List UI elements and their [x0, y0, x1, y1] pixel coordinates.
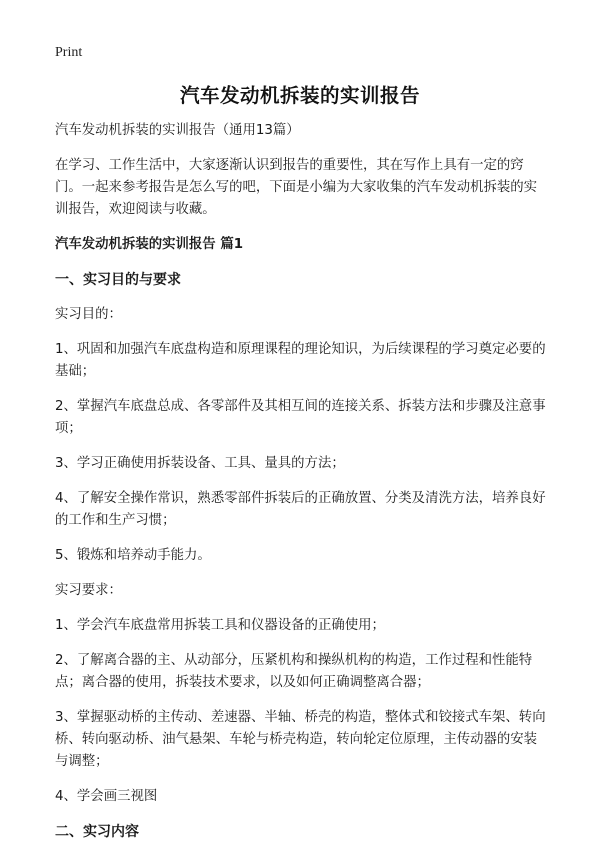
section-heading-1: 一、实习目的与要求 — [55, 272, 181, 288]
purpose-item-5: 5、锻炼和培养动手能力。 — [55, 548, 211, 563]
purpose-item-3: 3、学习正确使用拆装设备、工具、量具的方法； — [55, 456, 345, 471]
requirement-item-3: 3、掌握驱动桥的主传动、差速器、半轴、桥壳的构造，整体式和铰接式车架、转向桥、转向驱动桥、油气悬架、车轮与桥壳构造，转向轮定位原理，主传动器的安装与调整； — [55, 710, 546, 769]
intro-paragraph: 在学习、工作生活中，大家逐渐认识到报告的重要性，其在写作上具有一定的窍门。一起来参考报告是怎么写的吧，下面是小编为大家收集的汽车发动机拆装的实训报告，欢迎阅读与收藏。 — [55, 158, 538, 217]
requirement-item-1: 1、学会汽车底盘常用拆装工具和仪器设备的正确使用； — [55, 618, 385, 633]
requirement-label: 实习要求： — [55, 583, 122, 598]
page-title: 汽车发动机拆装的实训报告 — [179, 84, 420, 107]
purpose-item-2: 2、掌握汽车底盘总成、各零部件及其相互间的连接关系、拆装方法和步骤及注意事项； — [55, 399, 546, 436]
article-heading: 汽车发动机拆装的实训报告 篇1 — [55, 237, 244, 252]
document-body — [55, 120, 547, 856]
print-link[interactable]: Print — [55, 45, 83, 60]
purpose-item-4: 4、了解安全操作常识，熟悉零部件拆装后的正确放置、分类及清洗方法，培养良好的工作和生产习惯； — [55, 491, 546, 528]
purpose-label: 实习目的： — [55, 307, 122, 322]
requirement-item-4: 4、学会画三视图 — [55, 789, 158, 804]
requirement-item-2: 2、了解离合器的主、从动部分，压紧机构和操纵机构的构造，工作过程和性能特点；离合器的使用，拆装技术要求，以及如何正确调整离合器； — [55, 653, 533, 690]
section-heading-2: 二、实习内容 — [55, 824, 139, 840]
purpose-item-1: 1、巩固和加强汽车底盘构造和原理课程的理论知识，为后续课程的学习奠定必要的基础； — [55, 342, 546, 379]
document-subtitle: 汽车发动机拆装的实训报告（通用13篇） — [55, 123, 300, 138]
